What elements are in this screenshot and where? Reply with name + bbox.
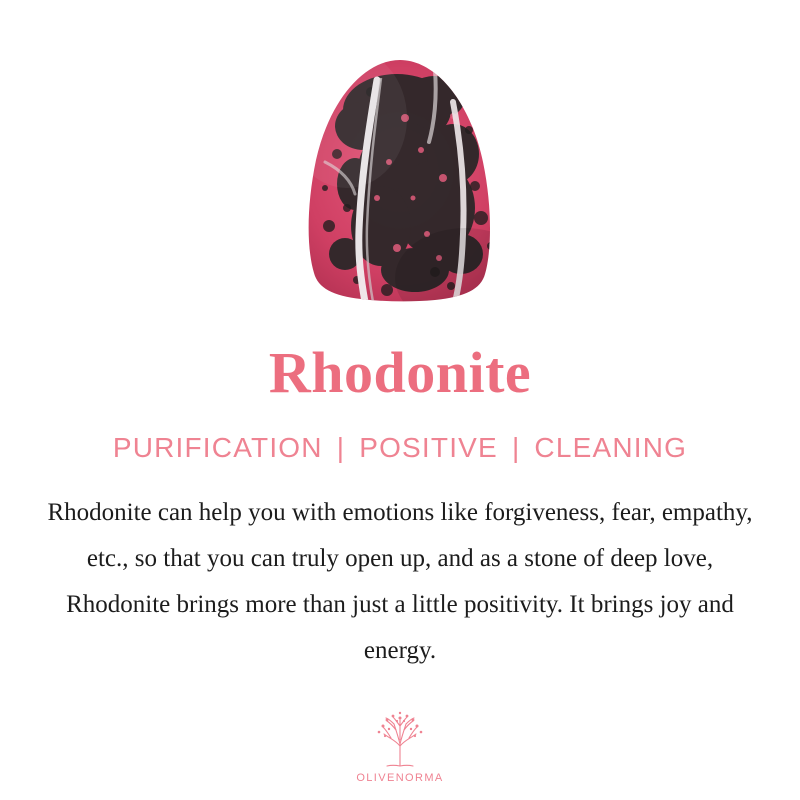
stone-image xyxy=(285,58,515,308)
tree-of-life-icon xyxy=(369,710,431,770)
product-description: Rhodonite can help you with emotions like forgiveness, fear, empathy, etc., so that you can truly open up, and as a stone of deep love, Rhodonite brings more than just a little positivity. It brings joy and energy. xyxy=(47,499,753,664)
keyword-separator: | xyxy=(336,432,346,463)
keyword-separator: | xyxy=(511,432,521,463)
rhodonite-stone-illustration xyxy=(285,58,515,308)
keyword-cleaning: CLEANING xyxy=(534,432,688,463)
brand-name: OLIVENORMA xyxy=(356,772,444,784)
brand-logo xyxy=(340,710,460,784)
page-title: Rhodonite xyxy=(268,340,532,405)
keyword-purification: PURIFICATION xyxy=(112,432,323,463)
keyword-positive: POSITIVE xyxy=(359,432,498,463)
keyword-list xyxy=(113,432,687,464)
